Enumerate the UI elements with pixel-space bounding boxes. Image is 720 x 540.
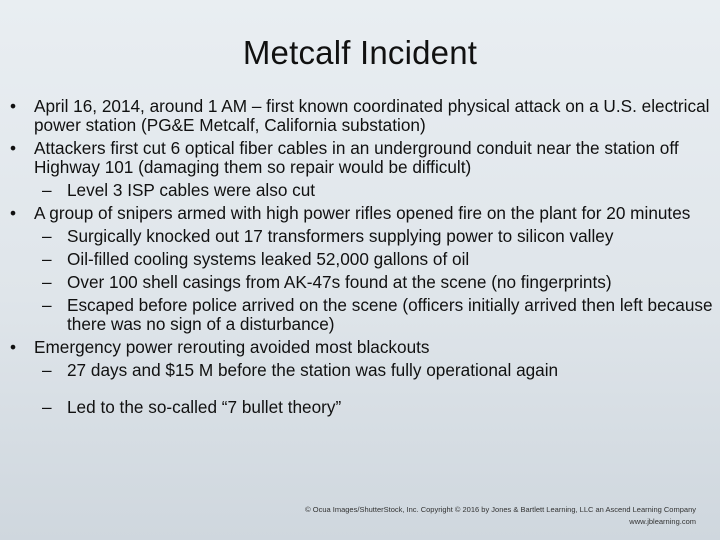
bullet-marker: •: [10, 337, 17, 357]
sub-bullet-text: Level 3 ISP cables were also cut: [67, 180, 316, 200]
bullet-marker: •: [10, 203, 17, 223]
sub-bullet-item: [10, 181, 715, 200]
dash-marker: –: [42, 249, 52, 269]
sub-bullet-text: Surgically knocked out 17 transformers supplying power to silicon valley: [67, 226, 614, 246]
credit-line: © Ocua Images/ShutterStock, Inc. Copyright © 2016 by Jones & Bartlett Learning, LLC an Ascend Learning Company: [305, 505, 696, 514]
bullet-text: A group of snipers armed with high power rifles opened fire on the plant for 20 minutes: [34, 203, 691, 223]
sub-bullet-item: [10, 296, 715, 334]
dash-marker: –: [42, 295, 52, 315]
dash-marker: –: [42, 397, 52, 417]
credit-url: www.jblearning.com: [629, 517, 696, 526]
dash-marker: –: [42, 180, 52, 200]
sub-bullet-item: [10, 250, 715, 269]
sub-bullet-item: [10, 361, 715, 380]
bullet-marker: •: [10, 96, 17, 116]
slide-title: Metcalf Incident: [242, 34, 478, 71]
bullet-text: Emergency power rerouting avoided most blackouts: [34, 337, 430, 357]
sub-bullet-item: [10, 273, 715, 292]
bullet-marker: •: [10, 138, 17, 158]
sub-bullet-text: Escaped before police arrived on the scene (officers initially arrived then left because there was no sign of a disturbance): [67, 295, 713, 334]
dash-marker: –: [42, 272, 52, 292]
bullet-item: [10, 97, 715, 135]
bullet-item: [10, 338, 715, 357]
bullet-item: [10, 204, 715, 223]
sub-bullet-item: [10, 227, 715, 246]
dash-marker: –: [42, 226, 52, 246]
copyright-credit: [305, 504, 696, 528]
sub-bullet-text: Led to the so-called “7 bullet theory”: [67, 397, 342, 417]
bullet-text: Attackers first cut 6 optical fiber cables in an underground conduit near the station off Highway 101 (damaging them so repair would be difficult): [34, 138, 679, 177]
bullet-list: [10, 97, 715, 417]
sub-bullet-item: [10, 398, 715, 417]
sub-bullet-text: 27 days and $15 M before the station was fully operational again: [67, 360, 559, 380]
bullet-text: April 16, 2014, around 1 AM – first known coordinated physical attack on a U.S. electrical power station (PG&E Metcalf, California substation): [34, 96, 710, 135]
bullet-item: [10, 139, 715, 177]
sub-bullet-text: Over 100 shell casings from AK-47s found at the scene (no fingerprints): [67, 272, 612, 292]
dash-marker: –: [42, 360, 52, 380]
sub-bullet-text: Oil-filled cooling systems leaked 52,000 gallons of oil: [67, 249, 470, 269]
